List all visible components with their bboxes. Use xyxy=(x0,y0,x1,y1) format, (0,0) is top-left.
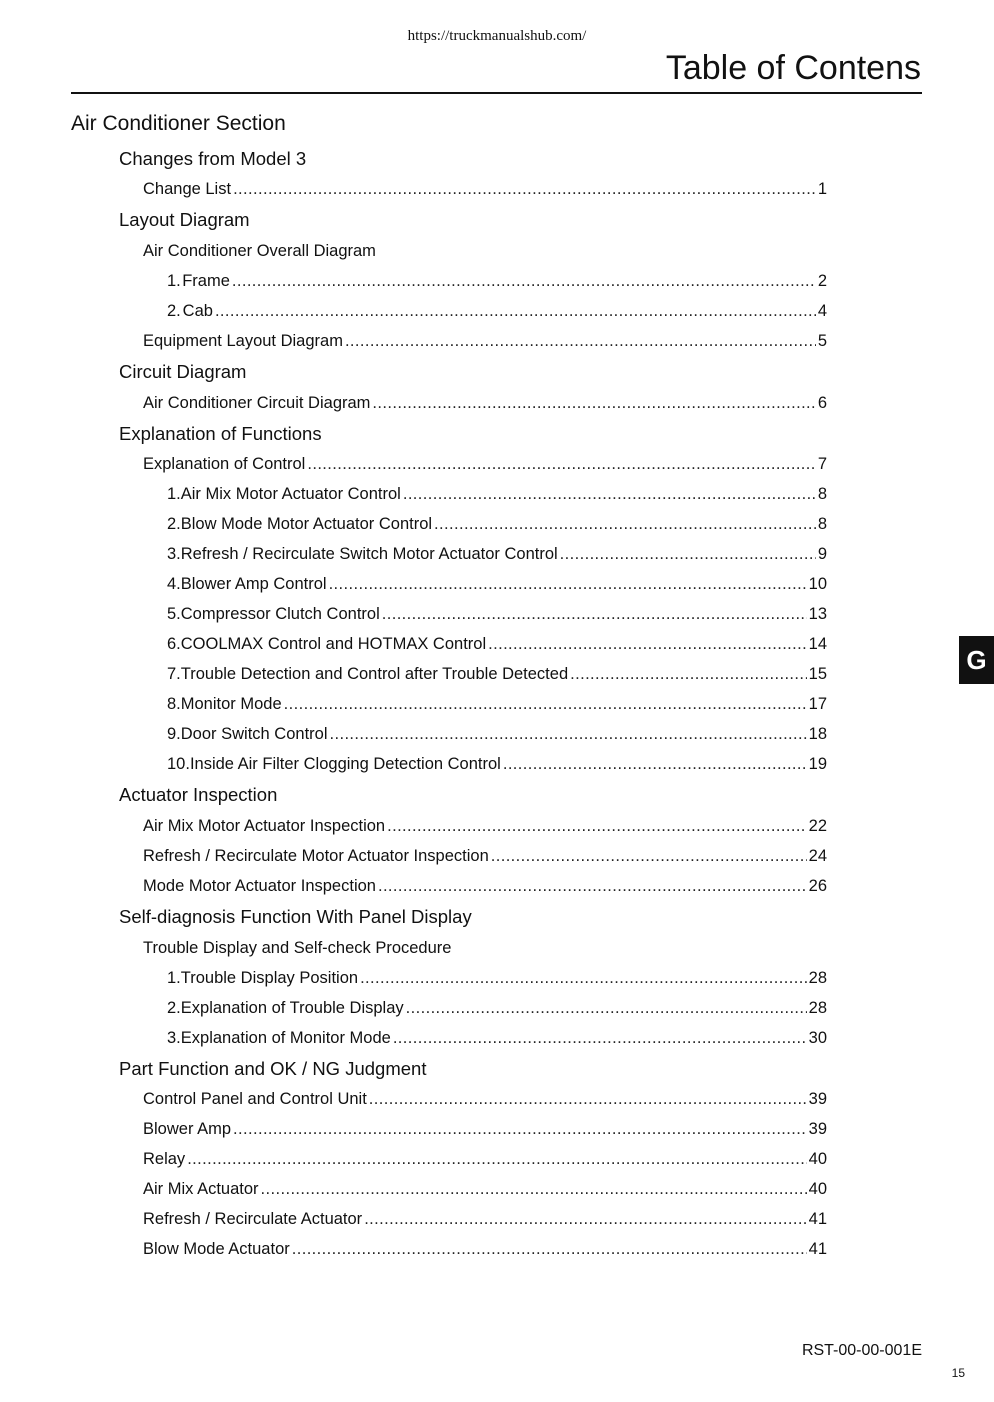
toc-entry[interactable]: 2. Cab ..... 4 xyxy=(167,302,827,321)
toc-entry[interactable]: Blower Amp ..... 39 xyxy=(143,1120,827,1139)
toc-entry[interactable]: 1. Air Mix Motor Actuator Control ..... 8 xyxy=(167,485,827,504)
toc-entry[interactable]: Air Mix Actuator ..... 40 xyxy=(143,1180,827,1199)
section-tab-g[interactable]: G xyxy=(959,636,994,684)
toc-entry[interactable]: Relay ..... 40 xyxy=(143,1150,827,1169)
toc-entry[interactable]: Refresh / Recirculate Actuator ..... 41 xyxy=(143,1210,827,1229)
toc-group-heading: Self-diagnosis Function With Panel Display xyxy=(119,906,472,927)
toc-entry[interactable]: 4. Blower Amp Control ..... 10 xyxy=(167,575,827,594)
toc-entry[interactable]: 6. COOLMAX Control and HOTMAX Control ..... 14 xyxy=(167,635,827,654)
toc-group-heading: Part Function and OK / NG Judgment xyxy=(119,1058,427,1079)
toc-section-title: Air Conditioner Section xyxy=(71,112,286,135)
page-number: 15 xyxy=(951,1366,965,1380)
toc-entry[interactable]: 3. Explanation of Monitor Mode ..... 30 xyxy=(167,1029,827,1048)
toc-group-heading: Circuit Diagram xyxy=(119,361,247,382)
source-url: https://truckmanualshub.com/ xyxy=(407,28,587,44)
toc-subheading: Trouble Display and Self-check Procedure xyxy=(143,939,452,957)
toc-entry[interactable]: Change List ..... 1 xyxy=(143,180,827,199)
toc-entry[interactable]: 2. Explanation of Trouble Display ..... 28 xyxy=(167,999,827,1018)
toc-entry[interactable]: Air Conditioner Circuit Diagram ..... 6 xyxy=(143,394,827,413)
toc-entry[interactable]: 8. Monitor Mode ..... 17 xyxy=(167,695,827,714)
toc-entry[interactable]: Air Mix Motor Actuator Inspection ..... 22 xyxy=(143,817,827,836)
toc-entry[interactable]: 1. Frame ..... 2 xyxy=(167,272,827,291)
toc-group-heading: Layout Diagram xyxy=(119,209,250,230)
toc-entry[interactable]: Equipment Layout Diagram ..... 5 xyxy=(143,332,827,351)
toc-entry[interactable]: 10. Inside Air Filter Clogging Detection Control ..... 19 xyxy=(167,755,827,774)
toc-entry[interactable]: 9. Door Switch Control ..... 18 xyxy=(167,725,827,744)
toc-group-heading: Actuator Inspection xyxy=(119,784,278,805)
toc-entry[interactable]: Control Panel and Control Unit ..... 39 xyxy=(143,1090,827,1109)
toc-subheading: Air Conditioner Overall Diagram xyxy=(143,242,376,260)
toc-entry[interactable]: 2. Blow Mode Motor Actuator Control ..... 8 xyxy=(167,515,827,534)
page-title: Table of Contens xyxy=(665,49,921,87)
toc-entry[interactable]: Blow Mode Actuator ..... 41 xyxy=(143,1240,827,1259)
toc-entry[interactable]: Explanation of Control ..... 7 xyxy=(143,455,827,474)
document-id: RST-00-00-001E xyxy=(801,1342,922,1359)
toc-entry[interactable]: Mode Motor Actuator Inspection ..... 26 xyxy=(143,877,827,896)
toc-entry[interactable]: 1. Trouble Display Position ..... 28 xyxy=(167,969,827,988)
toc-group-heading: Changes from Model 3 xyxy=(119,148,307,169)
toc-entry[interactable]: 7. Trouble Detection and Control after Trouble Detected ..... 15 xyxy=(167,665,827,684)
toc-entry[interactable]: Refresh / Recirculate Motor Actuator Inspection ..... 24 xyxy=(143,847,827,866)
toc-entry[interactable]: 3. Refresh / Recirculate Switch Motor Actuator Control ..... 9 xyxy=(167,545,827,564)
toc-entry[interactable]: 5. Compressor Clutch Control ..... 13 xyxy=(167,605,827,624)
toc-group-heading: Explanation of Functions xyxy=(119,423,322,444)
